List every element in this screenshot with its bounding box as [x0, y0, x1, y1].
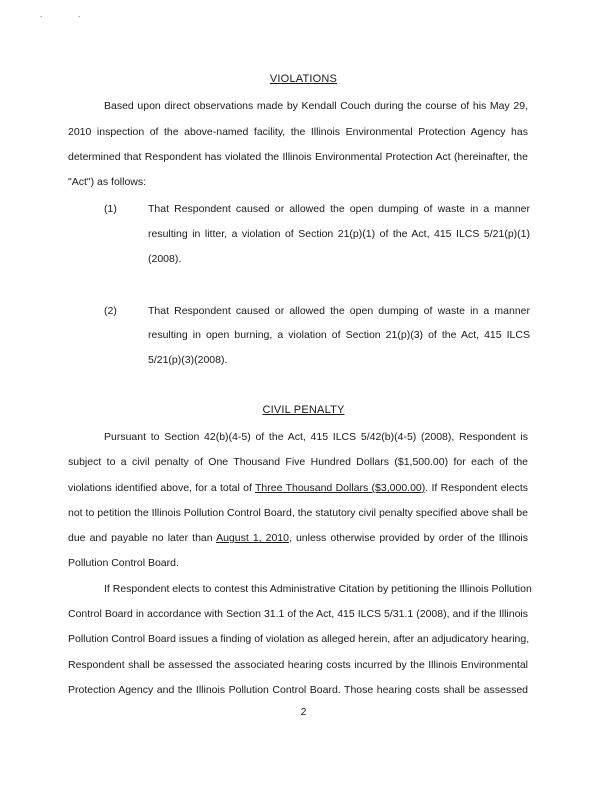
penalty-p2-line-4: Respondent shall be assessed the associated hearing costs incurred by the Illinois Environmental: [68, 659, 528, 671]
violation-item-2-line-1: That Respondent caused or allowed the open dumping of waste in a manner: [148, 305, 530, 317]
violation-item-1-line-3: (2008).: [148, 253, 182, 265]
penalty-line-5-pre: due and payable no later than: [68, 532, 217, 544]
violations-intro-line-4: "Act") as follows:: [68, 176, 147, 188]
civil-penalty-heading: CIVIL PENALTY: [262, 404, 345, 416]
violations-intro-line-2: 2010 inspection of the above-named facility, the Illinois Environmental Protection Agency has: [68, 126, 528, 138]
total-penalty-amount: Three Thousand Dollars ($3,000.00): [255, 482, 426, 494]
penalty-p2-line-3: Pollution Control Board issues a finding of violation as alleged herein, after an adjudicatory hearing,: [68, 633, 530, 645]
violation-item-1-line-1: That Respondent caused or allowed the open dumping of waste in a manner: [148, 203, 530, 215]
page-number: 2: [300, 706, 307, 718]
penalty-p2-line-5: Protection Agency and the Illinois Pollution Control Board. Those hearing costs shall be assessed: [68, 684, 528, 696]
penalty-line-5-post: , unless otherwise provided by order of the Illinois: [288, 532, 528, 544]
penalty-p1-line-2: subject to a civil penalty of One Thousand Five Hundred Dollars ($1,500.00) for each of the: [68, 456, 528, 468]
penalty-line-3-post: . If Respondent elects: [425, 482, 529, 494]
violation-item-2-number: (2): [104, 305, 117, 317]
penalty-p1-line-5: [68, 533, 528, 544]
penalty-p1-line-1: Pursuant to Section 42(b)(4-5) of the Act, 415 ILCS 5/42(b)(4-5) (2008), Respondent is: [104, 431, 528, 443]
penalty-p1-line-3: [68, 483, 528, 494]
corner-mark-left: .: [40, 10, 43, 19]
penalty-p1-line-6: Pollution Control Board.: [68, 557, 179, 569]
payment-due-date: August 1, 2010: [216, 532, 289, 544]
violations-heading: VIOLATIONS: [269, 73, 338, 85]
violation-item-1-number: (1): [104, 203, 117, 215]
penalty-p2-line-2: Control Board in accordance with Section 31.1 of the Act, 415 ILCS 5/31.1 (2008), and if the Illinois: [68, 608, 528, 620]
penalty-line-3-pre: violations identified above, for a total of: [68, 482, 256, 494]
corner-mark-right: .: [78, 10, 81, 19]
violations-intro-line-1: Based upon direct observations made by Kendall Couch during the course of his May 29,: [104, 100, 528, 112]
penalty-p1-line-4: not to petition the Illinois Pollution Control Board, the statutory civil penalty specified above shall be: [68, 507, 528, 519]
violation-item-2-line-3: 5/21(p)(3)(2008).: [148, 354, 228, 366]
penalty-p2-line-1: If Respondent elects to contest this Administrative Citation by petitioning the Illinois Pollution: [104, 583, 532, 595]
violations-intro-line-3: determined that Respondent has violated the Illinois Environmental Protection Act (hereinafter, the: [68, 151, 528, 163]
violation-item-1-line-2: resulting in litter, a violation of Section 21(p)(1) of the Act, 415 ILCS 5/21(p)(1): [148, 228, 530, 240]
violation-item-2-line-2: resulting in open burning, a violation of Section 21(p)(3) of the Act, 415 ILCS: [148, 329, 530, 341]
